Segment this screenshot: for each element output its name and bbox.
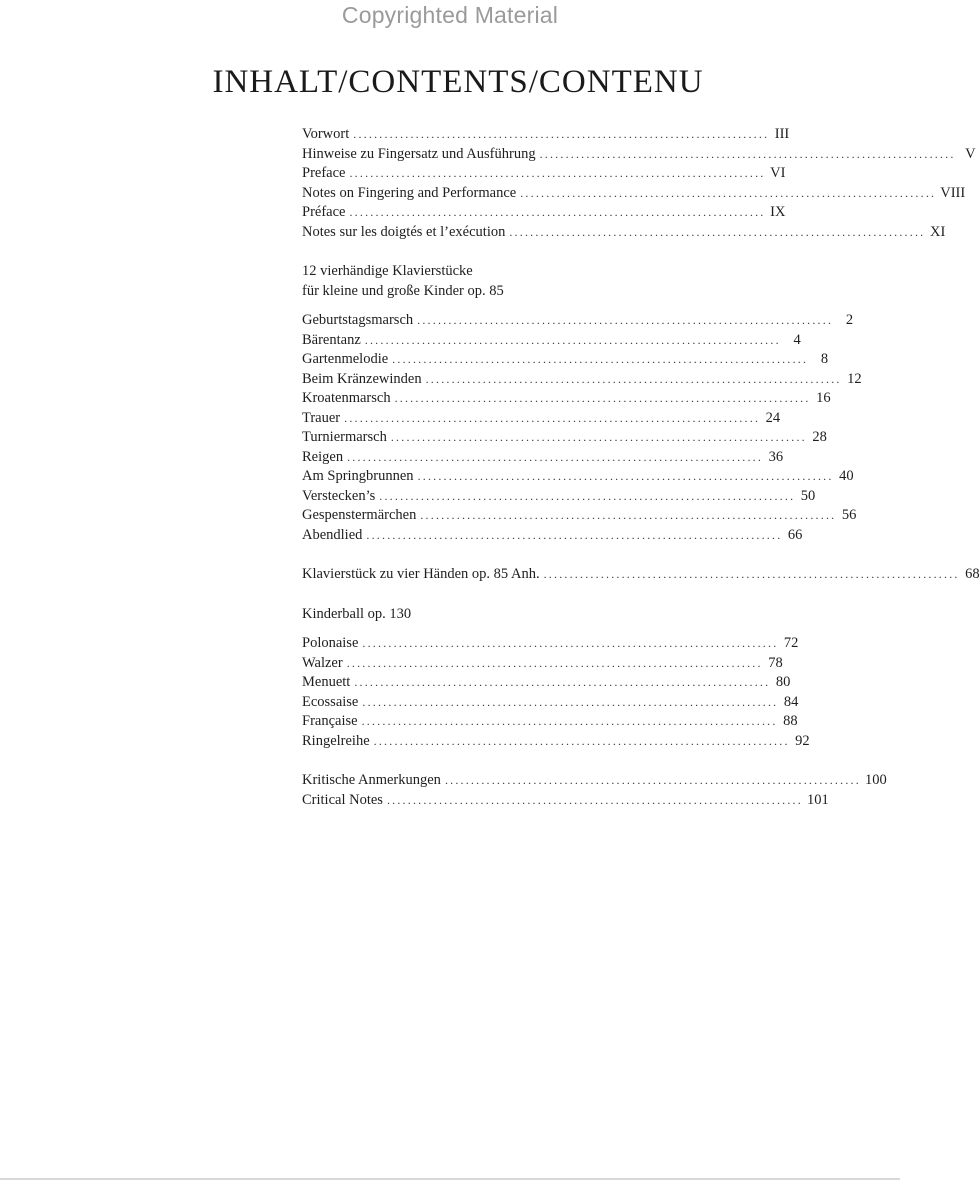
toc-entry-title: Menuett	[302, 674, 351, 690]
dot-leader: ................................................................................	[347, 449, 764, 464]
toc-entry-title: Hinweise zu Fingersatz und Ausführung	[302, 145, 536, 162]
toc-entry-page: 16	[816, 390, 831, 406]
dot-leader: ................................................................................	[362, 694, 779, 709]
op85-heading-line1: 12 vierhändige Klavierstücke	[302, 263, 473, 279]
toc-entry[interactable]	[302, 506, 857, 526]
dot-leader: ................................................................................	[353, 127, 770, 141]
toc-entry-page: 2	[845, 312, 854, 328]
dot-leader: ................................................................................	[386, 792, 803, 807]
toc-entry[interactable]	[302, 428, 827, 448]
toc-entry-title: Walzer	[302, 654, 343, 671]
dot-leader: ................................................................................	[520, 185, 937, 200]
toc-entry[interactable]	[302, 771, 887, 791]
op85-heading-line2: für kleine und große Kinder op. 85	[302, 282, 504, 299]
op85-list	[302, 311, 862, 545]
toc-entry[interactable]	[302, 164, 786, 184]
back-matter-list	[302, 771, 887, 810]
toc-entry-page: VIII	[940, 184, 966, 201]
toc-entry-title: Polonaise	[302, 635, 359, 651]
toc-entry-page: 68	[965, 566, 980, 582]
toc-entry-page: 88	[783, 713, 798, 729]
dot-leader: ................................................................................	[509, 224, 926, 239]
toc-entry[interactable]	[302, 311, 854, 331]
dot-leader: ................................................................................	[366, 527, 783, 542]
dot-leader: ................................................................................	[420, 508, 837, 522]
dot-leader: ................................................................................	[364, 332, 781, 347]
toc-entry[interactable]	[302, 203, 786, 223]
dot-leader: ................................................................................	[425, 371, 842, 386]
toc-entry[interactable]	[302, 487, 816, 507]
dot-leader: ................................................................................	[444, 773, 861, 787]
toc-entry[interactable]	[302, 409, 781, 429]
dot-leader: ................................................................................	[349, 205, 766, 219]
toc-entry-title: Preface	[302, 165, 346, 181]
toc-entry-title: Am Springbrunnen	[302, 468, 414, 484]
toc-entry-title: Bärentanz	[302, 331, 361, 348]
toc-entry-anhang[interactable]	[302, 565, 980, 585]
toc-entry[interactable]	[302, 791, 829, 811]
toc-entry-page: 36	[768, 448, 784, 465]
toc-entry-page: IX	[770, 204, 786, 220]
toc-entry[interactable]	[302, 350, 829, 370]
toc-entry-title: Reigen	[302, 448, 344, 465]
toc-entry-page: III	[774, 126, 790, 142]
dot-leader: ................................................................................	[346, 655, 763, 670]
toc-entry[interactable]	[302, 184, 966, 204]
toc-entry-page: 101	[806, 791, 829, 808]
toc-entry-title: Verstecken’s	[302, 487, 376, 504]
toc-entry-page: 66	[787, 526, 803, 543]
dot-leader: ................................................................................	[344, 410, 761, 425]
toc-entry-title: Vorwort	[302, 126, 350, 142]
toc-entry[interactable]	[302, 654, 783, 674]
toc-entry[interactable]	[302, 389, 831, 409]
dot-leader: ................................................................................	[417, 469, 834, 483]
toc-entry-title: Gespenstermärchen	[302, 507, 417, 523]
toc-entry[interactable]	[302, 125, 790, 145]
toc-entry[interactable]	[302, 693, 799, 713]
dot-leader: ................................................................................	[417, 313, 834, 327]
dot-leader: ................................................................................	[362, 636, 779, 650]
dot-leader: ................................................................................	[394, 391, 811, 405]
toc-entry[interactable]	[302, 712, 798, 732]
op130-list	[302, 634, 810, 751]
dot-leader: ................................................................................	[373, 733, 790, 748]
toc-entry-page: XI	[930, 223, 946, 240]
toc-entry-title: Notes sur les doigtés et l’exécution	[302, 223, 506, 240]
toc-entry-page: 84	[783, 693, 799, 710]
toc-entry-title: Préface	[302, 204, 346, 220]
toc-entry-page: 4	[793, 331, 801, 348]
toc-entry-page: 80	[775, 674, 791, 690]
toc-entry-title: Française	[302, 713, 358, 729]
toc-entry-title: Notes on Fingering and Performance	[302, 184, 517, 201]
dot-leader: ................................................................................	[349, 166, 766, 180]
toc-entry-title: Abendlied	[302, 526, 363, 543]
toc-entry-title: Kritische Anmerkungen	[302, 772, 441, 788]
page-title: INHALT/CONTENTS/CONTENU	[212, 64, 704, 100]
toc-entry-page: 8	[820, 351, 829, 367]
dot-leader: ................................................................................	[379, 488, 796, 503]
toc-entry-title: Critical Notes	[302, 791, 383, 808]
toc-entry[interactable]	[302, 331, 801, 351]
toc-entry-title: Trauer	[302, 409, 341, 426]
dot-leader: ................................................................................	[390, 430, 807, 444]
toc-entry-page: 100	[864, 772, 887, 788]
toc-entry[interactable]	[302, 223, 946, 243]
toc-entry[interactable]	[302, 370, 862, 390]
toc-entry-page: V	[965, 145, 976, 162]
toc-entry-page: 50	[800, 487, 816, 504]
toc-entry-title: Ringelreihe	[302, 732, 370, 749]
front-matter-list	[302, 125, 976, 242]
toc-entry-title: Gartenmelodie	[302, 351, 389, 367]
dot-leader: ................................................................................	[543, 567, 960, 581]
toc-entry[interactable]	[302, 732, 810, 752]
dot-leader: ................................................................................	[361, 714, 778, 728]
dot-leader: ................................................................................	[392, 352, 809, 366]
toc-entry[interactable]	[302, 634, 799, 654]
toc-entry-page: 28	[812, 429, 827, 445]
toc-entry-page: 78	[768, 654, 783, 671]
toc-entry[interactable]	[302, 526, 803, 546]
table-of-contents	[302, 125, 980, 810]
toc-entry[interactable]	[302, 145, 976, 165]
toc-entry-title: Ecossaise	[302, 693, 359, 710]
op130-heading: Kinderball op. 130	[302, 605, 412, 622]
toc-entry-title: Turniermarsch	[302, 429, 387, 445]
toc-entry-title: Klavierstück zu vier Händen op. 85 Anh.	[302, 566, 540, 582]
toc-entry-title: Beim Kränzewinden	[302, 370, 422, 387]
toc-entry[interactable]	[302, 673, 791, 693]
toc-entry[interactable]	[302, 448, 784, 468]
toc-entry-page: 24	[765, 409, 781, 426]
copyright-watermark: Copyrighted Material	[341, 2, 559, 28]
toc-entry-page: 12	[847, 370, 862, 387]
dot-leader: ................................................................................	[539, 146, 956, 161]
toc-entry-page: 40	[839, 468, 854, 484]
toc-entry-page: 72	[783, 635, 799, 651]
toc-entry-page: VI	[770, 165, 786, 181]
toc-entry-page: 56	[841, 507, 857, 523]
toc-entry-title: Geburtstagsmarsch	[302, 312, 414, 328]
toc-entry-title: Kroatenmarsch	[302, 390, 391, 406]
toc-entry[interactable]	[302, 467, 854, 487]
dot-leader: ................................................................................	[354, 675, 771, 689]
toc-entry-page: 92	[795, 732, 810, 749]
